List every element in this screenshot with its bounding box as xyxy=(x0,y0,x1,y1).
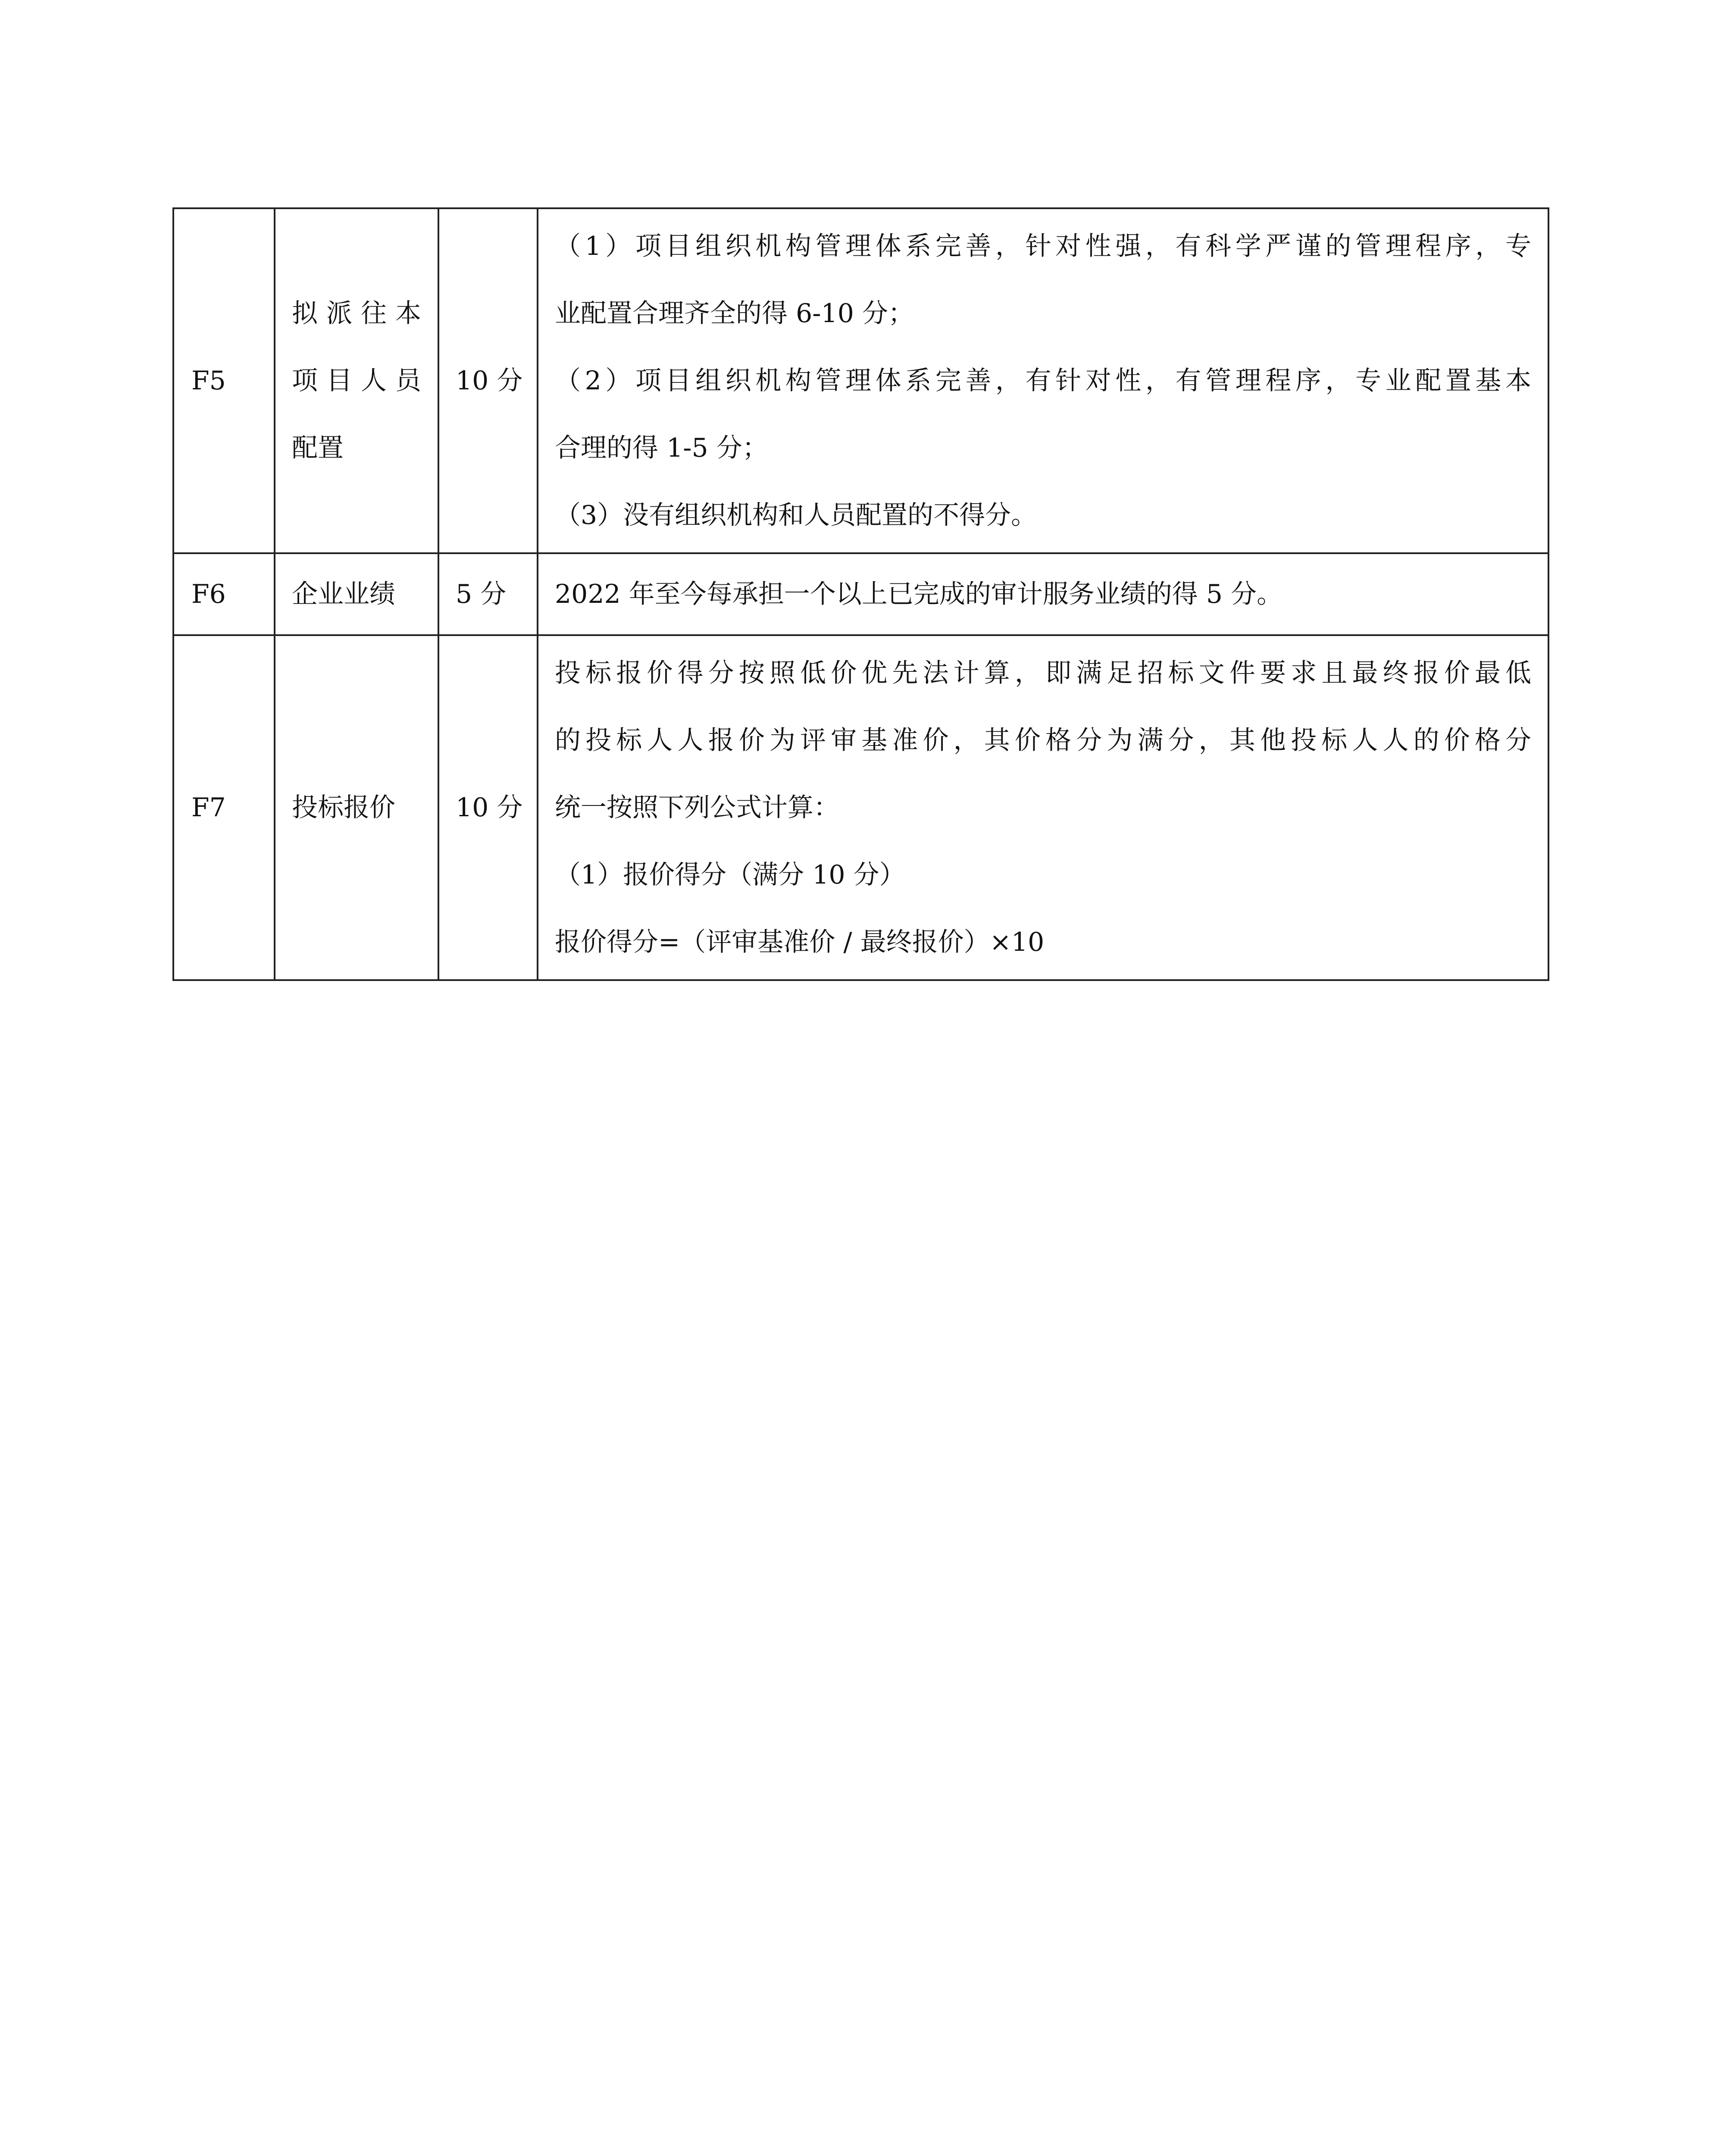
criteria-line: 报价得分=（评审基准价 / 最终报价）×10 xyxy=(555,927,1045,957)
criteria-line: 合理的得 1-5 分； xyxy=(555,433,768,463)
criteria-line: 业配置合理齐全的得 6-10 分； xyxy=(555,298,914,329)
row-item-name xyxy=(275,635,438,980)
item-name-line: 拟派往本 xyxy=(292,298,421,329)
row-id: F5 xyxy=(173,208,275,553)
item-name-stack xyxy=(292,280,421,482)
criteria-line: 的投标人人报价为评审基准价，其价格分为满分，其他投标人人的价格分 xyxy=(555,725,1531,755)
row-criteria xyxy=(538,635,1548,980)
row-criteria xyxy=(538,208,1548,553)
row-item-name xyxy=(275,553,438,635)
row-score: 10 分 xyxy=(438,208,538,553)
item-name-text: 投标报价 xyxy=(292,793,395,823)
row-item-name xyxy=(275,208,438,553)
criteria-line: （1）项目组织机构管理体系完善，针对性强，有科学严谨的管理程序，专 xyxy=(555,231,1531,261)
table-row-f6 xyxy=(173,553,1548,635)
item-name-text: 企业业绩 xyxy=(292,579,395,609)
row-score: 10 分 xyxy=(438,635,538,980)
scoring-table xyxy=(172,207,1549,981)
criteria-line: （1）报价得分（满分 10 分） xyxy=(555,860,905,890)
row-id: F7 xyxy=(173,635,275,980)
criteria-line: 统一按照下列公式计算： xyxy=(555,793,839,823)
criteria-line: 投标报价得分按照低价优先法计算，即满足招标文件要求且最终报价最低 xyxy=(555,658,1531,688)
row-score: 5 分 xyxy=(438,553,538,635)
table-row-f5 xyxy=(173,208,1548,553)
row-id: F6 xyxy=(173,553,275,635)
criteria-line: （2）项目组织机构管理体系完善，有针对性，有管理程序，专业配置基本 xyxy=(555,366,1531,396)
criteria-line: 2022 年至今每承担一个以上已完成的审计服务业绩的得 5 分。 xyxy=(555,579,1283,609)
criteria-line: （3）没有组织机构和人员配置的不得分。 xyxy=(555,500,1037,530)
item-name-line: 项目人员 xyxy=(292,366,421,396)
item-name-line: 配置 xyxy=(292,433,344,463)
row-criteria xyxy=(538,553,1548,635)
table-row-f7 xyxy=(173,635,1548,980)
